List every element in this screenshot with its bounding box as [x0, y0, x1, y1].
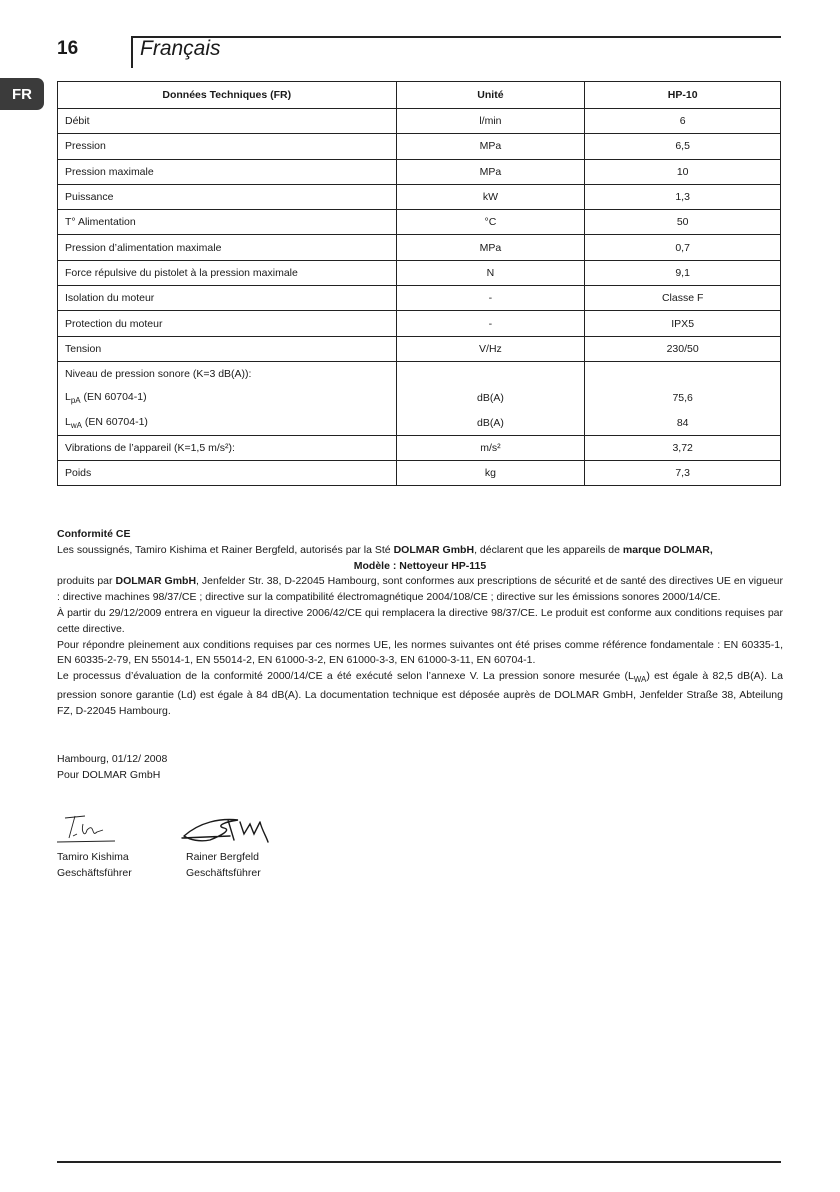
- row-unit: [396, 361, 585, 386]
- row-value: 50: [585, 210, 781, 235]
- row-unit: V/Hz: [396, 336, 585, 361]
- row-unit: -: [396, 311, 585, 336]
- header-cell-model: HP-10: [585, 82, 781, 109]
- header-divider-vertical: [131, 36, 133, 68]
- row-value: 6,5: [585, 134, 781, 159]
- row-value: IPX5: [585, 311, 781, 336]
- table-header-row: [58, 82, 781, 109]
- row-label: Poids: [58, 461, 397, 486]
- row-label: [58, 386, 397, 410]
- symbol-rest: (EN 60704-1): [80, 391, 147, 404]
- table-row: [58, 386, 781, 410]
- page-number: 16: [57, 38, 79, 59]
- table-row: [58, 361, 781, 386]
- signatory-name: Rainer Bergfeld: [186, 851, 259, 863]
- table-row: [58, 336, 781, 361]
- language-tab: [0, 78, 44, 110]
- row-value: 230/50: [585, 336, 781, 361]
- row-label: Pression maximale: [58, 159, 397, 184]
- row-value: 9,1: [585, 260, 781, 285]
- table-row: [58, 235, 781, 260]
- technical-data-table: [57, 81, 781, 486]
- ce-text: ) est égale à 82,5 dB(A). La pression sonore garantie (Ld) est égale à 84 dB(A). La documentation technique est déposée auprès de DOLMAR GmbH, Jenfelder Straße 38, Abteilung FZ, D-22045 Hambourg.: [57, 670, 783, 717]
- ce-conformity-section: [57, 527, 783, 720]
- footer-divider: [57, 1161, 781, 1163]
- row-unit: -: [396, 286, 585, 311]
- signatory-title: Geschäftsführer: [57, 866, 132, 879]
- ce-model: Modèle : Nettoyeur HP-115: [353, 559, 487, 572]
- row-value: 3,72: [585, 435, 781, 460]
- signatory-title: Geschäftsführer: [186, 866, 261, 879]
- table-row: [58, 461, 781, 486]
- header-cell-label: Données Techniques (FR): [58, 82, 397, 109]
- row-label: Vibrations de l’appareil (K=1,5 m/s²):: [58, 435, 397, 460]
- place-date-block: [57, 752, 167, 784]
- row-unit: dB(A): [396, 411, 585, 436]
- ce-subscript: WA: [633, 675, 647, 685]
- ce-paragraph-standards: Pour répondre pleinement aux conditions requises par ces normes UE, les normes suivantes ont été prises comme référence fondamentale : EN 60335-1, EN 60335-2-79, EN 55014-1, EN 55014-2, EN 61000-3-2, EN 61000-3-3, EN 61000-3-11, EN 60704-1.: [57, 638, 783, 667]
- ce-text: Les soussignés, Tamiro Kishima et Rainer Bergfeld, autorisés par la Sté: [57, 543, 394, 556]
- row-label: Tension: [58, 336, 397, 361]
- row-label: Pression: [58, 134, 397, 159]
- signatory-2: [186, 850, 261, 882]
- row-value: 6: [585, 109, 781, 134]
- language-title: Français: [140, 37, 221, 60]
- header-divider-horizontal: [131, 36, 781, 38]
- ce-heading: Conformité CE: [57, 528, 131, 540]
- row-value: 10: [585, 159, 781, 184]
- symbol-main: L: [65, 415, 71, 428]
- row-unit: dB(A): [396, 386, 585, 410]
- row-value: 7,3: [585, 461, 781, 486]
- row-label: Protection du moteur: [58, 311, 397, 336]
- on-behalf-of: Pour DOLMAR GmbH: [57, 768, 161, 781]
- row-unit: N: [396, 260, 585, 285]
- row-unit: kW: [396, 184, 585, 209]
- symbol-main: L: [65, 391, 71, 404]
- row-value: 75,6: [585, 386, 781, 410]
- ce-paragraph-new-directive: À partir du 29/12/2009 entrera en vigueur la directive 2006/42/CE qui remplacera la directive 98/37/CE. Le produit est conforme aux conditions requises par cette directive.: [57, 606, 783, 635]
- row-unit: °C: [396, 210, 585, 235]
- table-row: [58, 210, 781, 235]
- row-unit: MPa: [396, 235, 585, 260]
- table-row: [58, 109, 781, 134]
- table-row: [58, 286, 781, 311]
- table-row: [58, 411, 781, 436]
- table-row: [58, 435, 781, 460]
- row-value: 1,3: [585, 184, 781, 209]
- signature-kishima: [55, 812, 125, 848]
- ce-text: , Jenfelder Str. 38, D-22045 Hambourg, sont conformes aux prescriptions de sécurité et de santé des directives UE en vigueur : directive machines 98/37/CE ; directive sur la compatibilité électromagnétique 2004/108/CE ; directive sur les émissions sonores 2000/14/CE.: [57, 575, 783, 604]
- row-unit: l/min: [396, 109, 585, 134]
- ce-company: DOLMAR GmbH: [115, 575, 197, 588]
- row-value: Classe F: [585, 286, 781, 311]
- ce-company: DOLMAR GmbH: [393, 543, 475, 556]
- row-label: Débit: [58, 109, 397, 134]
- ce-paragraph-directives: [57, 574, 783, 606]
- row-label: Isolation du moteur: [58, 286, 397, 311]
- row-unit: m/s²: [396, 435, 585, 460]
- row-value: [585, 361, 781, 386]
- header-cell-unit: Unité: [396, 82, 585, 109]
- ce-paragraph-noise: [57, 669, 783, 719]
- table-row: [58, 159, 781, 184]
- row-unit: kg: [396, 461, 585, 486]
- language-tab-label: FR: [12, 85, 32, 103]
- signature-bergfeld: [180, 812, 272, 846]
- row-label: Puissance: [58, 184, 397, 209]
- row-value: 84: [585, 411, 781, 436]
- signatory-name: Tamiro Kishima: [57, 851, 129, 863]
- row-label: T° Alimentation: [58, 210, 397, 235]
- signatory-1: [57, 850, 132, 882]
- table-row: [58, 184, 781, 209]
- row-unit: MPa: [396, 134, 585, 159]
- row-label: Force répulsive du pistolet à la pression maximale: [58, 260, 397, 285]
- row-label: Niveau de pression sonore (K=3 dB(A)):: [58, 361, 397, 386]
- table-row: [58, 134, 781, 159]
- place-date: Hambourg, 01/12/ 2008: [57, 753, 168, 765]
- symbol-subscript: pA: [70, 396, 81, 406]
- row-label: Pression d’alimentation maximale: [58, 235, 397, 260]
- table-row: [58, 260, 781, 285]
- table-row: [58, 311, 781, 336]
- symbol-rest: (EN 60704-1): [81, 415, 148, 428]
- ce-text: produits par: [57, 575, 116, 588]
- symbol-subscript: wA: [70, 420, 82, 430]
- row-label: [58, 411, 397, 436]
- ce-paragraph-signatories: [57, 543, 783, 559]
- ce-brand: marque DOLMAR,: [622, 543, 713, 556]
- row-value: 0,7: [585, 235, 781, 260]
- ce-text: Le processus d’évaluation de la conformité 2000/14/CE a été exécuté selon l’annexe V. La pression sonore mesurée (L: [57, 670, 634, 683]
- ce-text: , déclarent que les appareils de: [474, 543, 623, 556]
- row-unit: MPa: [396, 159, 585, 184]
